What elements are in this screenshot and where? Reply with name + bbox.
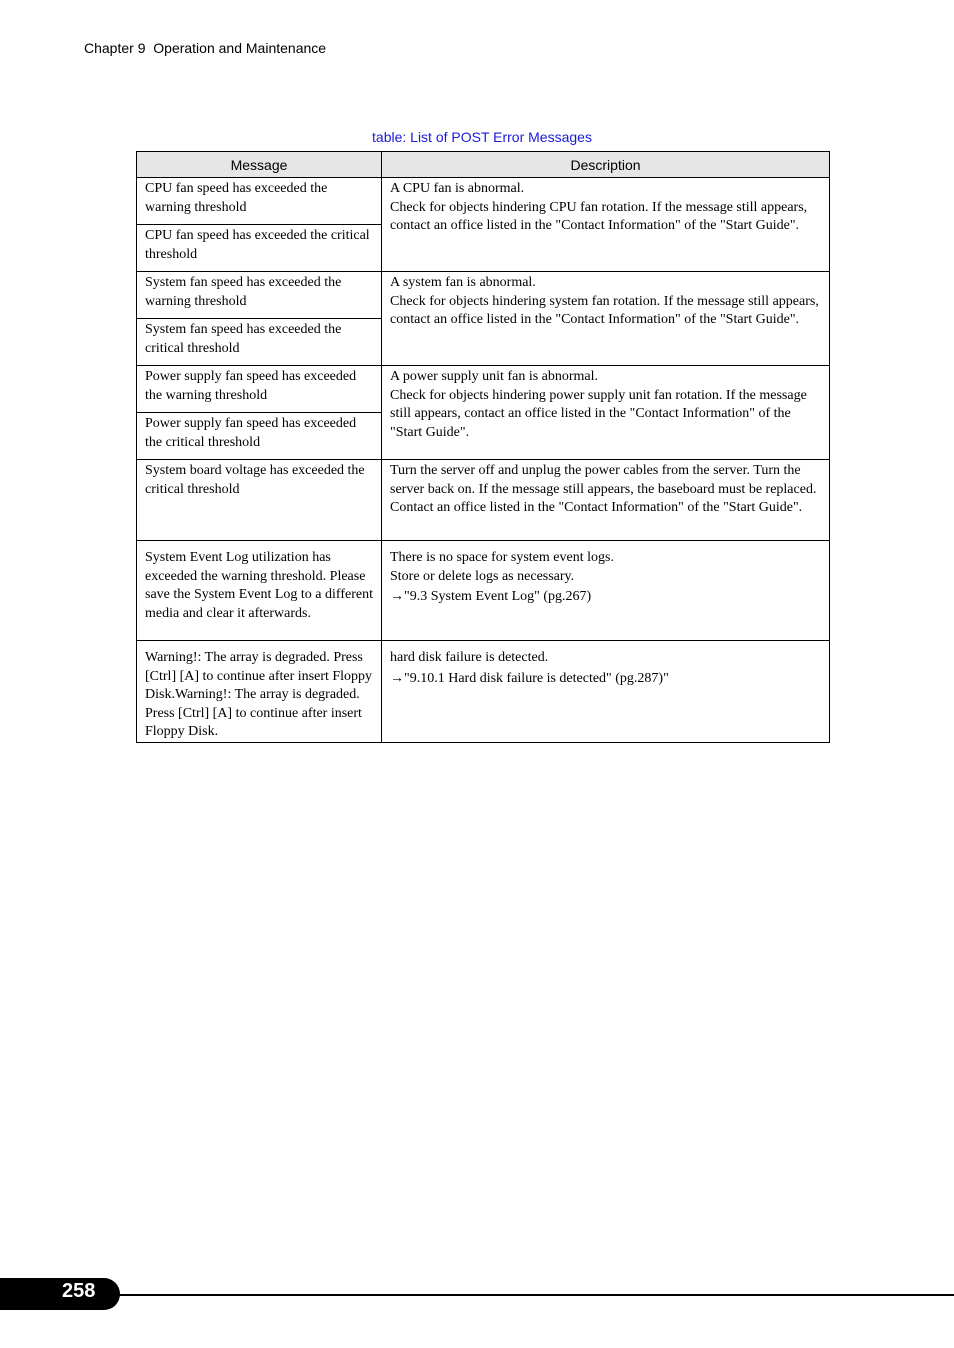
description-line: Check for objects hindering system fan rotation. If the message still appears, contact an office listed in the "Contact Information" of the "Start Guide". xyxy=(390,293,819,327)
description-cell xyxy=(382,178,830,272)
message-cell: System board voltage has exceeded the critical threshold xyxy=(137,460,382,541)
table-row xyxy=(137,541,830,641)
description-line: A CPU fan is abnormal. xyxy=(390,181,525,196)
message-cell: System Event Log utilization has exceeded the warning threshold. Please save the System Event Log to a different media and clear it afterwards. xyxy=(137,541,382,641)
description-cell xyxy=(382,366,830,460)
description-line: Check for objects hindering CPU fan rotation. If the message still appears, contact an office listed in the "Contact Information" of the "Start Guide". xyxy=(390,199,808,233)
description-cell xyxy=(382,272,830,366)
table-row xyxy=(137,272,830,319)
page-number-tab xyxy=(0,1278,120,1310)
cross-reference-link[interactable]: →"9.3 System Event Log" (pg.267) xyxy=(390,589,592,604)
table-row xyxy=(137,178,830,225)
column-header-message: Message xyxy=(137,152,382,178)
table-row xyxy=(137,460,830,541)
description-cell xyxy=(382,641,830,743)
message-cell: CPU fan speed has exceeded the warning threshold xyxy=(137,178,382,225)
table-row xyxy=(137,641,830,743)
chapter-header: Chapter 9 Operation and Maintenance xyxy=(84,40,327,56)
description-cell: Turn the server off and unplug the power cables from the server. Turn the server back on. If the message still appears, the baseboard must be replaced. Contact an office listed in the "Contact Information" of the "Start Guide". xyxy=(382,460,830,541)
description-line: There is no space for system event logs. xyxy=(390,550,614,565)
message-cell: Warning!: The array is degraded. Press [Ctrl] [A] to continue after insert Floppy Disk.Warning!: The array is degraded. Press [Ctrl] [A] to continue after insert Floppy Disk. xyxy=(137,641,382,743)
description-line: A power supply unit fan is abnormal. xyxy=(390,369,599,384)
message-cell: Power supply fan speed has exceeded the warning threshold xyxy=(137,366,382,413)
message-cell: System fan speed has exceeded the warning threshold xyxy=(137,272,382,319)
column-header-description: Description xyxy=(382,152,830,178)
description-line: A system fan is abnormal. xyxy=(390,275,536,290)
footer-rule xyxy=(110,1294,954,1296)
table-header-row xyxy=(137,152,830,178)
description-line: Check for objects hindering power supply unit fan rotation. If the message still appears, contact an office listed in the "Contact Information" of the "Start Guide". xyxy=(390,387,807,440)
cross-reference-link[interactable]: →"9.10.1 Hard disk failure is detected" (pg.287)" xyxy=(390,670,669,686)
page-number: 258 xyxy=(62,1280,96,1302)
table-caption: table: List of POST Error Messages xyxy=(372,129,592,145)
description-cell xyxy=(382,541,830,641)
description-line: hard disk failure is detected. xyxy=(390,650,549,665)
description-line: Store or delete logs as necessary. xyxy=(390,568,575,584)
message-cell: System fan speed has exceeded the critical threshold xyxy=(137,319,382,366)
post-error-table xyxy=(136,151,830,743)
message-cell: Power supply fan speed has exceeded the critical threshold xyxy=(137,413,382,460)
table-row xyxy=(137,366,830,413)
message-cell: CPU fan speed has exceeded the critical threshold xyxy=(137,225,382,272)
